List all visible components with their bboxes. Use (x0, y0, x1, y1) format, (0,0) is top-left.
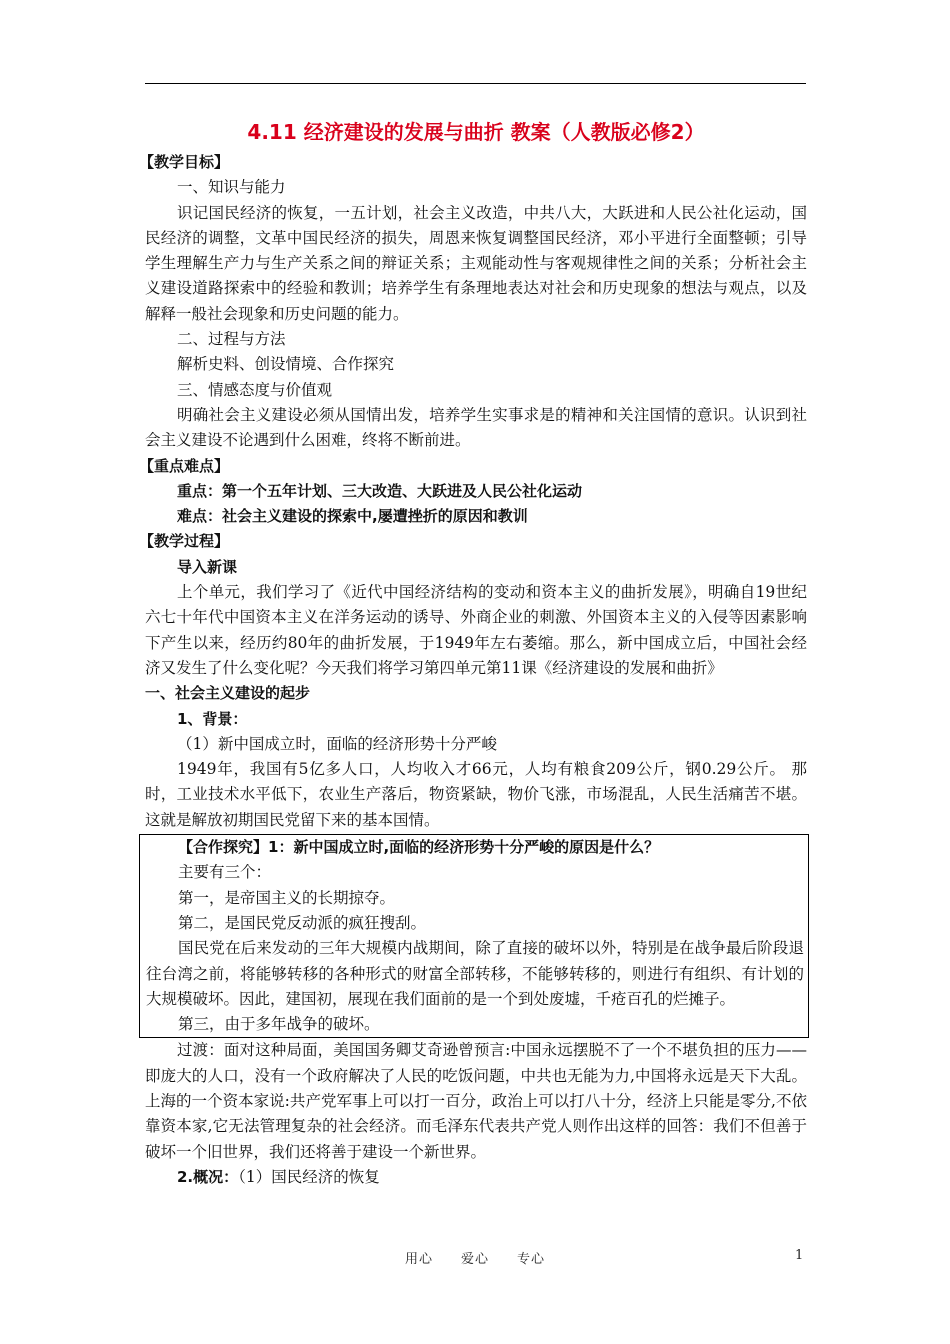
transition-paragraph: 过渡：面对这种局面，美国国务卿艾奇逊曾预言:中国永远摆脱不了一个不堪负担的压力——即庞大的人口，没有一个政府解决了人民的吃饭问题，中共也无能为力,中国将永远是天下大乱。上海的一个资本家说:共产党军事上可以打一百分，政治上可以打八十分，经济上只能是零分,不依靠资本家,它无法管理复杂的社会经济。而毛泽东代表共产党人则作出这样的回答：我们不但善于破坏一个旧世界，我们还将善于建设一个新世界。 (145, 1041, 807, 1161)
inquiry-line-3: 第二，是国民党反动派的疯狂搜刮。 (178, 913, 427, 932)
objectives-sub2: 二、过程与方法 (177, 330, 286, 349)
inquiry-question (146, 835, 804, 860)
overview-text: （1）国民经济的恢复 (238, 1167, 380, 1186)
intro-paragraph: 上个单元，我们学习了《近代中国经济结构的变动和资本主义的曲折发展》，明确自19世纪六七十年代中国资本主义在洋务运动的诱导、外商企业的刺激、外国资本主义的入侵等因素影响下产生以来，经历约80年的曲折发展，于1949年左右萎缩。那么，新中国成立后，中国社会经济又发生了什么变化呢？今天我们将学习第四单元第11课《经济建设的发展和曲折》 (145, 583, 807, 677)
section1-heading: 一、社会主义建设的起步 (145, 684, 311, 703)
objectives-para2: 解析史料、创设情境、合作探究 (177, 355, 395, 374)
footer-motto: 用心 爱心 专心 (404, 1252, 545, 1267)
inquiry-line-5: 第三，由于多年战争的破坏。 (178, 1015, 380, 1034)
inquiry-question-text: 1：新中国成立时,面临的经济形势十分严峻的原因是什么？ (268, 838, 660, 857)
objectives-para1: 识记国民经济的恢复，一五计划，社会主义改造，中共八大，大跃进和人民公社化运动，国民经济的调整，文革中国民经济的损失，周恩来恢复调整国民经济，邓小平进行全面整顿；引导学生理解生产力与生产关系之间的辩证关系；主观能动性与客观规律性之间的关系；分析社会主义建设道路探索中的经验和教训；培养学生有条理地表达对社会和历史现象的想法与观点，以及解释一般社会现象和历史问题的能力。 (145, 203, 807, 323)
inquiry-label: 【合作探究】 (178, 838, 269, 857)
inquiry-line-2: 第一，是帝国主义的长期掠夺。 (178, 888, 396, 907)
document-body (139, 118, 807, 1190)
page-title: 4.11 经济建设的发展与曲折 教案（人教版必修2） (247, 120, 705, 144)
cooperative-inquiry-box (139, 834, 809, 1038)
background-heading: 1、背景： (177, 709, 248, 728)
background-paragraph: 1949年，我国有5亿多人口，人均收入才66元，人均有粮食209公斤，钢0.29公斤。 那时，工业技术水平低下，农业生产落后，物资紧缺，物价飞涨，市场混乱，人民生活痛苦不堪。这就是解放初期国民党留下来的基本国情。 (145, 760, 807, 829)
overview-label: 2.概况： (177, 1167, 239, 1186)
page-number: 1 (795, 1248, 804, 1263)
inquiry-line-1: 主要有三个： (178, 863, 272, 882)
objectives-sub1: 一、知识与能力 (177, 178, 286, 197)
header-rule (145, 83, 806, 84)
objectives-sub3: 三、情感态度与价值观 (177, 380, 333, 399)
overview-line (145, 1165, 807, 1190)
keypoints-key: 重点：第一个五年计划、三大改造、大跃进及人民公社化运动 (177, 481, 583, 500)
process-heading: 【教学过程】 (139, 532, 230, 551)
intro-heading: 导入新课 (177, 557, 238, 576)
inquiry-line-4: 国民党在后来发动的三年大规模内战期间，除了直接的破坏以外，特别是在战争最后阶段退往台湾之前，将能够转移的各种形式的财富全部转移，不能够转移的，则进行有组织、有计划的大规模破坏。因此，建国初，展现在我们面前的是一个到处废墟，千疮百孔的烂摊子。 (146, 939, 804, 1008)
objectives-para3: 明确社会主义建设必须从国情出发，培养学生实事求是的精神和关注国情的意识。认识到社会主义建设不论遇到什么困难，终将不断前进。 (145, 405, 807, 450)
objectives-heading: 【教学目标】 (139, 153, 230, 171)
background-subheading: （1）新中国成立时，面临的经济形势十分严峻 (177, 734, 497, 753)
keypoints-difficult: 难点：社会主义建设的探索中,屡遭挫折的原因和教训 (177, 507, 528, 526)
keypoints-heading: 【重点难点】 (139, 456, 230, 475)
